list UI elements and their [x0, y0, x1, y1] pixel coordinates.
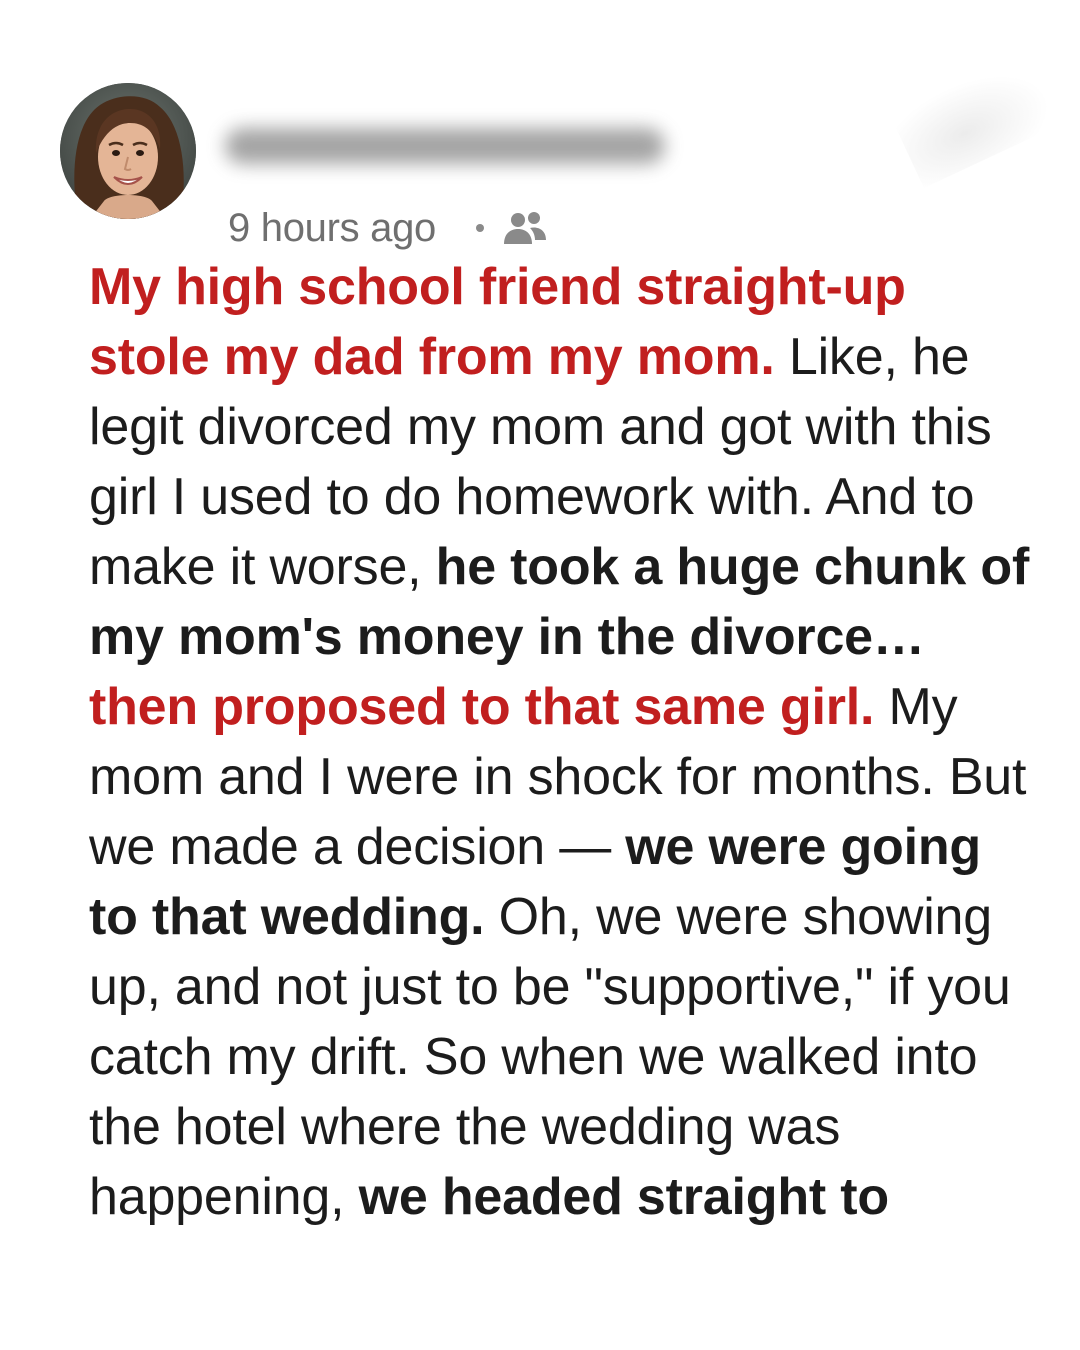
text-segment: we were going to that wedding. — [89, 818, 981, 946]
text-segment: Oh, we were showing up, and not just to be "supportive," if you catch my drift. So when we walked into the hotel where the wedding was happening, — [89, 888, 1011, 1226]
text-segment: then proposed to that same girl. — [89, 678, 875, 736]
separator-dot — [476, 224, 484, 232]
text-segment: My mom and I were in shock for months. But we made a decision — — [89, 678, 1027, 876]
text-segment: we headed straight to — [358, 1168, 889, 1226]
text-segment: he took a huge chunk of my mom's money in the divorce… — [89, 538, 1030, 666]
avatar[interactable] — [60, 83, 196, 219]
text-segment: Like, he legit divorced my mom and got with this girl I used to do homework with. And to make it worse, — [89, 328, 992, 596]
post-body — [89, 252, 1034, 1232]
decorative-smudge — [890, 52, 1060, 188]
username-hidden — [225, 128, 665, 164]
text-segment: My high school friend straight-up stole my dad from my mom. — [89, 258, 906, 386]
woman-avatar-photo-icon — [60, 83, 196, 219]
timestamp: 9 hours ago — [228, 205, 436, 250]
username-blurred[interactable] — [225, 128, 665, 164]
post-meta — [228, 202, 550, 254]
people-icon — [500, 208, 550, 248]
